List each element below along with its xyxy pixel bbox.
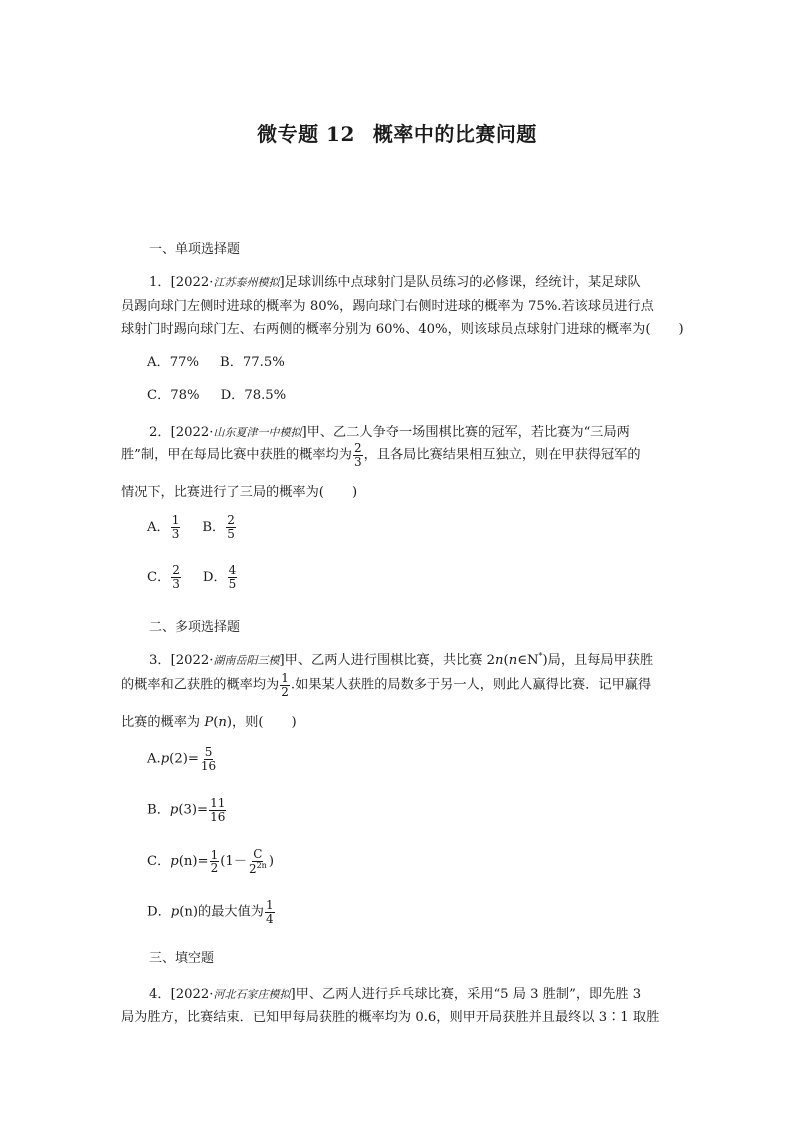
q2-options-row-1 [147, 514, 237, 540]
q2-options-row-2 [147, 564, 238, 590]
q4-source: 河北石家庄模拟 [213, 988, 291, 1001]
q3-option-b[interactable]: B．p(3)= $\frac{11}{16}$ [147, 796, 226, 824]
q3-line-1: 3．[2022·湖南岳阳三模]甲、乙两人进行围棋比赛，共比赛 2n(n∈N*)局，且每局甲获胜 [149, 651, 654, 668]
q3-line-3: 比赛的概率为 P(n)，则( ) [121, 715, 297, 730]
section-heading-multiple-choice: 二、多项选择题 [149, 620, 241, 635]
q2-line-2: 胜”制，甲在每局比赛中获胜的概率均为 $\frac{2}{3}$ ，且各局比赛结果相互独立，则在甲获得冠军的 [121, 441, 641, 469]
section-heading-fill-blank: 三、填空题 [149, 951, 215, 966]
page-title [0, 118, 794, 147]
q4-line-1: 4．[2022·河北石家庄模拟]甲、乙两人进行乒乓球比赛，采用“5 局 3 胜制”，即先胜 3 [149, 987, 642, 1002]
q3-option-c[interactable]: C．p(n)= $\frac{1}{2}$ (1－ $\frac{C}{2^{2n}}$ ) [147, 847, 274, 876]
q2-option-c[interactable]: C． $\frac{2}{3}$ [147, 563, 180, 591]
q3-source: 湖南岳阳三模 [213, 654, 280, 667]
q2-source: 山东夏津一中模拟 [213, 426, 302, 439]
q2-line-3: 情况下，比赛进行了三局的概率为( ) [121, 485, 358, 500]
q1-line-2: 员踢向球门左侧时进球的概率为 80%，踢向球门右侧时进球的概率为 75%.若该球员进行点 [121, 299, 654, 314]
q3-line-2: 的概率和乙获胜的概率均为 $\frac{1}{2}$ .如果某人获胜的局数多于另一人，则此人赢得比赛．记甲赢得 [121, 671, 652, 699]
q1-options-row-1 [147, 351, 285, 370]
q2-option-a[interactable]: A． $\frac{1}{3}$ [147, 513, 180, 541]
title-topic: 概率中的比赛问题 [372, 122, 537, 146]
q4-line-2: 局为胜方，比赛结束．已知甲每局获胜的概率均为 0.6，则甲开局获胜并且最终以 3∶1 取胜 [121, 1010, 660, 1025]
section-heading-single-choice: 一、单项选择题 [149, 242, 241, 257]
q1-options-row-2 [147, 384, 286, 403]
q3-option-a[interactable]: A.p(2)= $\frac{5}{16}$ [147, 745, 217, 773]
q1-option-d[interactable]: D．78.5% [220, 388, 287, 403]
q2-fraction: $\frac{2}{3}$ [353, 441, 362, 469]
title-number: 微专题 12 [257, 122, 355, 146]
q3-option-d[interactable]: D．p(n)的最大值为 $\frac{1}{4}$ [147, 898, 274, 926]
q1-line-3: 球射门时踢向球门左、右两侧的概率分别为 60%、40%，则该球员点球射门进球的概率为( ) [121, 322, 684, 337]
q1-option-b[interactable]: B．77.5% [220, 355, 285, 370]
q1-source: 江苏泰州模拟 [213, 276, 280, 289]
q3-fraction: $\frac{1}{2}$ [281, 671, 289, 699]
q2-option-b[interactable]: B． $\frac{2}{5}$ [202, 513, 235, 541]
q2-line-1: 2．[2022·山东夏津一中模拟]甲、乙二人争夺一场围棋比赛的冠军，若比赛为“三局两 [149, 425, 630, 440]
q1-option-a[interactable]: A．77% [147, 355, 200, 370]
q2-option-d[interactable]: D． $\frac{4}{5}$ [202, 563, 237, 591]
q1-line-1: 1．[2022·江苏泰州模拟]足球训练中点球射门是队员练习的必修课，经统计，某足球队 [149, 275, 641, 290]
q1-option-c[interactable]: C．78% [147, 388, 200, 403]
